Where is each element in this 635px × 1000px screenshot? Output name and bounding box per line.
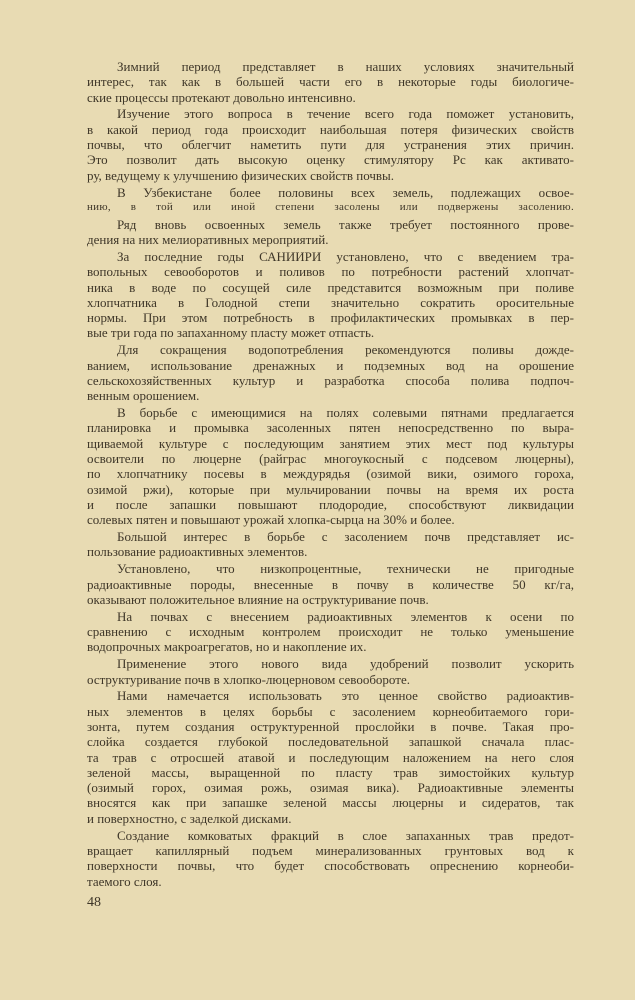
text-line: сельскохозяйственных культур и разработка способа полива подпоч- xyxy=(87,372,574,388)
text-line: В борьбе с имеющимися на полях солевыми пятнами предлагается xyxy=(117,405,574,421)
text-line: ванием, использование дренажных и подземных вод на орошение xyxy=(87,357,574,373)
paragraph xyxy=(87,342,574,403)
paragraph xyxy=(87,405,574,527)
text-line: Большой интерес в борьбе с засолением почв представляет ис- xyxy=(117,529,574,545)
text-line: водопрочных макроагрегатов, но и накопление их. xyxy=(87,639,367,655)
text-line: и поверхностно, с заделкой дисками. xyxy=(87,810,292,826)
text-line: ские процессы протекают довольно интенсивно. xyxy=(87,89,356,105)
text-line: и после запашки повышают плодородие, способствуют ликвидации xyxy=(87,496,574,512)
text-line: оказывают положительное влияние на оструктуривание почв. xyxy=(87,591,429,607)
page-number: 48 xyxy=(87,894,101,910)
text-line: вопольных севооборотов и поливов по потребности растений хлопчат- xyxy=(87,264,574,280)
text-line: солевых пятен и повышают урожай хлопка-сырца на 30% и более. xyxy=(87,512,455,528)
paragraph xyxy=(87,106,574,182)
text-line: та трав с отросшей атавой и последующим наложением на него слоя xyxy=(87,749,574,765)
text-line: слойка создается глубокой последовательной запашкой сначала плас- xyxy=(87,734,574,750)
text-line: хлопчатника в Голодной степи значительно сократить оросительные xyxy=(87,294,574,310)
text-line: Применение этого нового вида удобрений позволит ускорить xyxy=(117,656,574,672)
text-line: дения на них мелиоративных мероприятий. xyxy=(87,232,329,248)
text-line: Зимний период представляет в наших условиях значительный xyxy=(117,59,574,74)
text-line: интерес, так как в большей части его в некоторые годы биологиче- xyxy=(87,74,574,90)
text-line: ника в воде по сосущей силе представится возможным при поливе xyxy=(87,279,574,295)
text-line: Ряд вновь освоенных земель также требует постоянного прове- xyxy=(117,216,574,232)
paragraph xyxy=(87,828,574,889)
text-line: ру, ведущему к улучшению физических свойств почвы. xyxy=(87,167,395,183)
text-line: Для сокращения водопотребления рекомендуются поливы дожде- xyxy=(117,342,574,358)
text-line: нию, в той или иной степени засолены или подвержены засолению. xyxy=(87,200,574,213)
text-line: сравнению с исходным контролем происходит не только уменьшение xyxy=(87,624,574,640)
text-line: щиваемой культуре с последующим занятием этих мест под культуры xyxy=(87,435,574,451)
text-line: В Узбекистане более половины всех земель, подлежащих освое- xyxy=(117,184,574,200)
paragraph xyxy=(87,217,574,248)
text-line: Это позволит дать высокую оценку стимулятору Pс как активато- xyxy=(87,152,574,168)
document-body xyxy=(87,59,574,911)
text-line: почвы, что облегчит наметить пути для устранения этих причин. xyxy=(87,137,574,153)
paragraphs xyxy=(87,59,574,889)
text-line: пользование радиоактивных элементов. xyxy=(87,544,308,560)
text-line: Установлено, что низкопроцентные, технически не пригодные xyxy=(117,561,574,577)
text-line: Нами намечается использовать это ценное свойство радиоактив- xyxy=(117,688,574,704)
text-line: озимой ржи), которые при мульчировании почвы на время их роста xyxy=(87,481,574,497)
paragraph xyxy=(87,609,574,655)
text-line: вносятся как при запашке зеленой массы люцерны и сидератов, так xyxy=(87,795,574,811)
text-line: планировка и промывка засоленных пятен непосредственно по выра- xyxy=(87,420,574,436)
text-line: в какой период года происходит наибольшая потеря физических свойств xyxy=(87,121,574,137)
paragraph xyxy=(87,249,574,341)
text-line: оструктуривание почв в хлопко-люцерновом севообороте. xyxy=(87,671,410,687)
paragraph xyxy=(87,561,574,607)
paragraph xyxy=(87,656,574,687)
text-line: На почвах с внесением радиоактивных элементов к осени по xyxy=(117,608,574,624)
text-line: радиоактивные породы, внесенные в почву в количестве 50 кг/га, xyxy=(87,576,574,592)
text-line: освоители по люцерне (райграс многоукосный с подсевом люцерны), xyxy=(87,450,574,466)
text-line: Создание комковатых фракций в слое запаханных трав предот- xyxy=(117,827,574,843)
text-line: таемого слоя. xyxy=(87,873,162,889)
text-line: зеленой массы, выращенной по пласту трав зимостойких культур xyxy=(87,764,574,780)
text-line: поверхности почвы, что будет способствовать опреснению корнеоби- xyxy=(87,858,574,874)
text-line: зонта, путем создания оструктуренной прослойки в почве. Такая про- xyxy=(87,719,574,734)
text-line: Изучение этого вопроса в течение всего года поможет установить, xyxy=(117,106,574,122)
text-line: нормы. При этом потребность в профилактических промывках в пер- xyxy=(87,310,574,326)
text-line: За последние годы САНИИРИ установлено, что с введением тра- xyxy=(117,248,574,264)
text-line: вые три года по запаханному пласту может отпасть. xyxy=(87,325,375,341)
text-line: венным орошением. xyxy=(87,388,200,404)
text-line: вращает капиллярный подъем минерализованных грунтовых вод к xyxy=(87,842,574,858)
text-line: (озимый горох, озимая рожь, озимая вика). Радиоактивные элементы xyxy=(87,780,574,796)
paragraph xyxy=(87,529,574,560)
paragraph xyxy=(87,59,574,105)
paragraph xyxy=(87,688,574,826)
text-line: по хлопчатнику посевы в междурядья (озимой вики, озимого гороха, xyxy=(87,466,574,482)
paragraph xyxy=(87,185,574,216)
text-line: ных элементов в целях борьбы с засолением корнеобитаемого гори- xyxy=(87,703,574,719)
